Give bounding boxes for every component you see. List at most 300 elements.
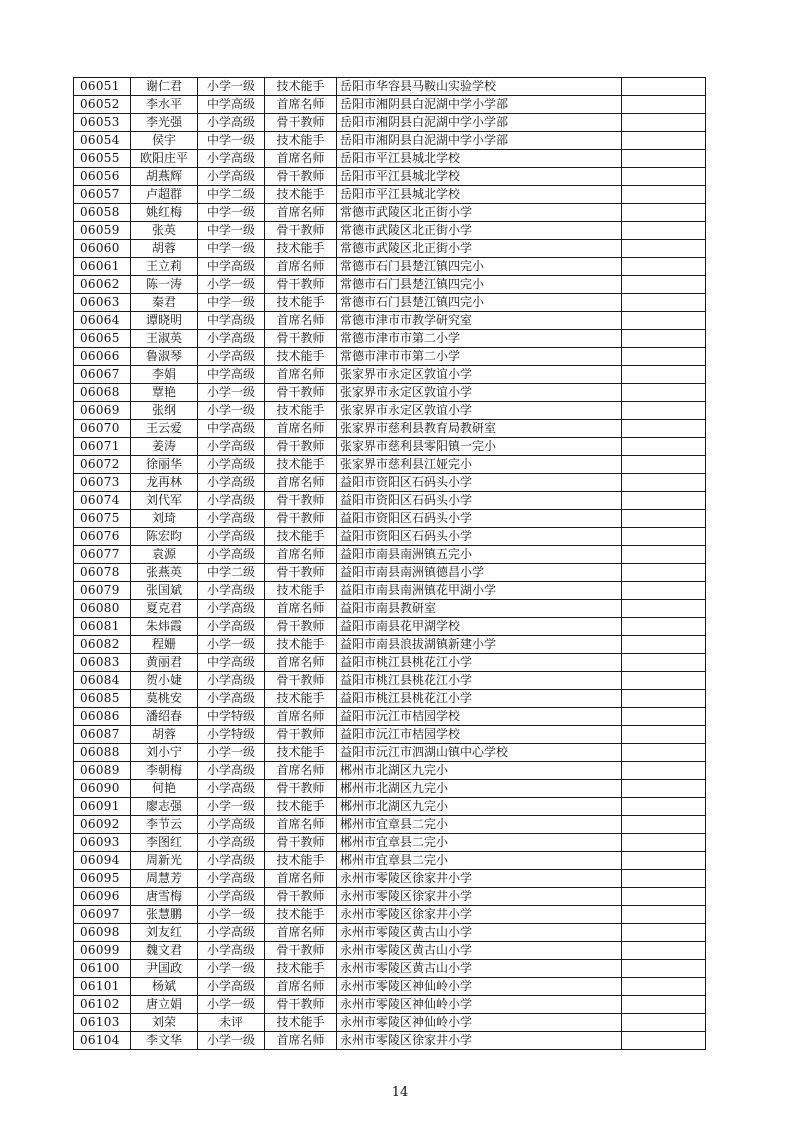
table-row bbox=[74, 888, 706, 906]
cell-school: 张家界市慈利县零阳镇一完小 bbox=[337, 438, 622, 456]
cell-id: 06062 bbox=[74, 276, 131, 294]
cell-title: 小学高级 bbox=[198, 150, 265, 168]
cell-school: 永州市零陵区黄古山小学 bbox=[337, 924, 622, 942]
cell-title: 中学特级 bbox=[198, 708, 265, 726]
cell-name: 胡燕辉 bbox=[131, 168, 198, 186]
cell-name: 廖志强 bbox=[131, 798, 198, 816]
cell-id: 06053 bbox=[74, 114, 131, 132]
cell-id: 06056 bbox=[74, 168, 131, 186]
cell-school: 郴州市宜章县二完小 bbox=[337, 834, 622, 852]
cell-school: 永州市零陵区神仙岭小学 bbox=[337, 978, 622, 996]
cell-title: 小学高级 bbox=[198, 618, 265, 636]
cell-title: 小学高级 bbox=[198, 924, 265, 942]
cell-note bbox=[622, 150, 706, 168]
cell-name: 李水平 bbox=[131, 96, 198, 114]
cell-name: 刘荣 bbox=[131, 1014, 198, 1032]
cell-name: 贺小婕 bbox=[131, 672, 198, 690]
table-row bbox=[74, 222, 706, 240]
cell-category: 骨干教师 bbox=[265, 942, 337, 960]
cell-name: 龙再林 bbox=[131, 474, 198, 492]
table-row bbox=[74, 312, 706, 330]
cell-school: 益阳市沅江市泗湖山镇中心学校 bbox=[337, 744, 622, 762]
cell-school: 岳阳市平江县城北学校 bbox=[337, 150, 622, 168]
cell-note bbox=[622, 528, 706, 546]
cell-title: 中学一级 bbox=[198, 240, 265, 258]
roster-table-body bbox=[74, 78, 706, 1050]
cell-school: 郴州市北湖区九完小 bbox=[337, 798, 622, 816]
cell-school: 益阳市资阳区石码头小学 bbox=[337, 510, 622, 528]
cell-category: 首席名师 bbox=[265, 96, 337, 114]
cell-name: 魏文君 bbox=[131, 942, 198, 960]
cell-title: 小学高级 bbox=[198, 456, 265, 474]
table-row bbox=[74, 600, 706, 618]
cell-id: 06086 bbox=[74, 708, 131, 726]
cell-category: 首席名师 bbox=[265, 474, 337, 492]
cell-note bbox=[622, 1032, 706, 1050]
cell-id: 06081 bbox=[74, 618, 131, 636]
cell-id: 06096 bbox=[74, 888, 131, 906]
table-row bbox=[74, 744, 706, 762]
cell-id: 06078 bbox=[74, 564, 131, 582]
table-row bbox=[74, 1032, 706, 1050]
cell-category: 骨干教师 bbox=[265, 888, 337, 906]
cell-school: 益阳市资阳区石码头小学 bbox=[337, 528, 622, 546]
cell-id: 06089 bbox=[74, 762, 131, 780]
cell-name: 刘小宁 bbox=[131, 744, 198, 762]
cell-id: 06063 bbox=[74, 294, 131, 312]
table-row bbox=[74, 618, 706, 636]
cell-title: 小学高级 bbox=[198, 168, 265, 186]
cell-id: 06072 bbox=[74, 456, 131, 474]
cell-school: 常德市津市市教学研究室 bbox=[337, 312, 622, 330]
cell-id: 06077 bbox=[74, 546, 131, 564]
table-row bbox=[74, 168, 706, 186]
cell-school: 永州市零陵区徐家井小学 bbox=[337, 888, 622, 906]
cell-school: 益阳市资阳区石码头小学 bbox=[337, 474, 622, 492]
cell-title: 小学高级 bbox=[198, 330, 265, 348]
cell-id: 06054 bbox=[74, 132, 131, 150]
cell-title: 小学一级 bbox=[198, 960, 265, 978]
cell-school: 常德市武陵区北正街小学 bbox=[337, 240, 622, 258]
table-row bbox=[74, 258, 706, 276]
cell-id: 06071 bbox=[74, 438, 131, 456]
cell-category: 技术能手 bbox=[265, 960, 337, 978]
cell-name: 卢超群 bbox=[131, 186, 198, 204]
cell-category: 技术能手 bbox=[265, 1014, 337, 1032]
cell-title: 小学高级 bbox=[198, 510, 265, 528]
cell-note bbox=[622, 438, 706, 456]
cell-id: 06076 bbox=[74, 528, 131, 546]
cell-category: 首席名师 bbox=[265, 312, 337, 330]
cell-note bbox=[622, 366, 706, 384]
table-row bbox=[74, 420, 706, 438]
cell-name: 秦君 bbox=[131, 294, 198, 312]
cell-id: 06085 bbox=[74, 690, 131, 708]
cell-note bbox=[622, 636, 706, 654]
cell-category: 首席名师 bbox=[265, 1032, 337, 1050]
cell-name: 张慧鹏 bbox=[131, 906, 198, 924]
cell-title: 中学高级 bbox=[198, 312, 265, 330]
cell-category: 技术能手 bbox=[265, 582, 337, 600]
cell-category: 首席名师 bbox=[265, 150, 337, 168]
cell-school: 郴州市宜章县二完小 bbox=[337, 852, 622, 870]
cell-id: 06102 bbox=[74, 996, 131, 1014]
cell-id: 06088 bbox=[74, 744, 131, 762]
table-row bbox=[74, 96, 706, 114]
cell-category: 首席名师 bbox=[265, 258, 337, 276]
cell-school: 常德市石门县楚江镇四完小 bbox=[337, 276, 622, 294]
table-row bbox=[74, 582, 706, 600]
cell-school: 岳阳市湘阴县白泥湖中学小学部 bbox=[337, 96, 622, 114]
cell-category: 骨干教师 bbox=[265, 672, 337, 690]
cell-id: 06095 bbox=[74, 870, 131, 888]
cell-category: 技术能手 bbox=[265, 240, 337, 258]
cell-title: 小学高级 bbox=[198, 780, 265, 798]
table-row bbox=[74, 636, 706, 654]
cell-note bbox=[622, 546, 706, 564]
cell-note bbox=[622, 726, 706, 744]
cell-category: 首席名师 bbox=[265, 600, 337, 618]
cell-name: 陈宏昀 bbox=[131, 528, 198, 546]
cell-name: 程姗 bbox=[131, 636, 198, 654]
cell-name: 杨斌 bbox=[131, 978, 198, 996]
roster-table bbox=[73, 77, 706, 1050]
table-row bbox=[74, 834, 706, 852]
cell-school: 益阳市桃江县桃花江小学 bbox=[337, 690, 622, 708]
cell-school: 岳阳市华容县马鞍山实验学校 bbox=[337, 78, 622, 96]
cell-school: 永州市零陵区神仙岭小学 bbox=[337, 996, 622, 1014]
table-row bbox=[74, 546, 706, 564]
cell-category: 首席名师 bbox=[265, 816, 337, 834]
cell-note bbox=[622, 780, 706, 798]
cell-category: 骨干教师 bbox=[265, 510, 337, 528]
cell-title: 小学高级 bbox=[198, 492, 265, 510]
cell-title: 小学特级 bbox=[198, 726, 265, 744]
cell-school: 益阳市南县浪拔湖镇新建小学 bbox=[337, 636, 622, 654]
cell-category: 首席名师 bbox=[265, 870, 337, 888]
cell-title: 小学高级 bbox=[198, 528, 265, 546]
cell-note bbox=[622, 420, 706, 438]
cell-name: 李光强 bbox=[131, 114, 198, 132]
cell-school: 常德市津市市第二小学 bbox=[337, 330, 622, 348]
cell-title: 小学一级 bbox=[198, 1032, 265, 1050]
table-row bbox=[74, 510, 706, 528]
cell-name: 李朝梅 bbox=[131, 762, 198, 780]
cell-name: 姚红梅 bbox=[131, 204, 198, 222]
cell-id: 06101 bbox=[74, 978, 131, 996]
cell-id: 06061 bbox=[74, 258, 131, 276]
table-row bbox=[74, 204, 706, 222]
table-row bbox=[74, 528, 706, 546]
cell-note bbox=[622, 834, 706, 852]
cell-id: 06093 bbox=[74, 834, 131, 852]
cell-name: 唐立娟 bbox=[131, 996, 198, 1014]
cell-id: 06070 bbox=[74, 420, 131, 438]
cell-note bbox=[622, 258, 706, 276]
cell-category: 技术能手 bbox=[265, 132, 337, 150]
cell-name: 张燕英 bbox=[131, 564, 198, 582]
cell-note bbox=[622, 168, 706, 186]
cell-note bbox=[622, 852, 706, 870]
cell-name: 陈一涛 bbox=[131, 276, 198, 294]
cell-note bbox=[622, 906, 706, 924]
cell-title: 小学一级 bbox=[198, 906, 265, 924]
cell-school: 益阳市南县南洲镇德昌小学 bbox=[337, 564, 622, 582]
cell-name: 张纲 bbox=[131, 402, 198, 420]
cell-school: 益阳市桃江县桃花江小学 bbox=[337, 672, 622, 690]
cell-id: 06073 bbox=[74, 474, 131, 492]
cell-school: 常德市津市市第二小学 bbox=[337, 348, 622, 366]
cell-name: 鲁淑琴 bbox=[131, 348, 198, 366]
cell-id: 06082 bbox=[74, 636, 131, 654]
cell-id: 06058 bbox=[74, 204, 131, 222]
cell-category: 骨干教师 bbox=[265, 834, 337, 852]
cell-category: 首席名师 bbox=[265, 924, 337, 942]
cell-school: 永州市零陵区徐家井小学 bbox=[337, 1032, 622, 1050]
cell-name: 张国斌 bbox=[131, 582, 198, 600]
cell-title: 小学高级 bbox=[198, 870, 265, 888]
cell-note bbox=[622, 510, 706, 528]
cell-name: 莫桃安 bbox=[131, 690, 198, 708]
cell-category: 技术能手 bbox=[265, 456, 337, 474]
table-row bbox=[74, 924, 706, 942]
cell-id: 06097 bbox=[74, 906, 131, 924]
cell-title: 小学一级 bbox=[198, 996, 265, 1014]
cell-title: 小学高级 bbox=[198, 762, 265, 780]
cell-title: 小学高级 bbox=[198, 600, 265, 618]
cell-note bbox=[622, 348, 706, 366]
cell-title: 小学高级 bbox=[198, 942, 265, 960]
cell-note bbox=[622, 402, 706, 420]
table-row bbox=[74, 294, 706, 312]
cell-category: 首席名师 bbox=[265, 420, 337, 438]
cell-name: 刘琦 bbox=[131, 510, 198, 528]
cell-category: 骨干教师 bbox=[265, 330, 337, 348]
table-row bbox=[74, 708, 706, 726]
cell-category: 骨干教师 bbox=[265, 618, 337, 636]
cell-name: 徐丽华 bbox=[131, 456, 198, 474]
table-row bbox=[74, 402, 706, 420]
table-row bbox=[74, 780, 706, 798]
table-row bbox=[74, 240, 706, 258]
cell-id: 06069 bbox=[74, 402, 131, 420]
cell-category: 技术能手 bbox=[265, 186, 337, 204]
cell-school: 岳阳市湘阴县白泥湖中学小学部 bbox=[337, 132, 622, 150]
cell-category: 首席名师 bbox=[265, 762, 337, 780]
cell-id: 06065 bbox=[74, 330, 131, 348]
cell-name: 李文华 bbox=[131, 1032, 198, 1050]
cell-category: 骨干教师 bbox=[265, 384, 337, 402]
table-row bbox=[74, 492, 706, 510]
cell-title: 小学高级 bbox=[198, 978, 265, 996]
table-row bbox=[74, 474, 706, 492]
cell-category: 骨干教师 bbox=[265, 780, 337, 798]
cell-name: 王立莉 bbox=[131, 258, 198, 276]
cell-title: 中学一级 bbox=[198, 222, 265, 240]
cell-title: 小学高级 bbox=[198, 834, 265, 852]
cell-note bbox=[622, 618, 706, 636]
table-row bbox=[74, 726, 706, 744]
table-row bbox=[74, 330, 706, 348]
cell-title: 中学二级 bbox=[198, 564, 265, 582]
cell-title: 中学高级 bbox=[198, 366, 265, 384]
table-row bbox=[74, 978, 706, 996]
cell-school: 永州市零陵区徐家井小学 bbox=[337, 906, 622, 924]
cell-title: 中学高级 bbox=[198, 258, 265, 276]
cell-name: 王云爱 bbox=[131, 420, 198, 438]
cell-title: 小学高级 bbox=[198, 438, 265, 456]
cell-id: 06068 bbox=[74, 384, 131, 402]
cell-name: 姜涛 bbox=[131, 438, 198, 456]
table-row bbox=[74, 672, 706, 690]
cell-title: 中学一级 bbox=[198, 294, 265, 312]
cell-school: 永州市零陵区黄古山小学 bbox=[337, 942, 622, 960]
cell-title: 小学高级 bbox=[198, 852, 265, 870]
cell-category: 骨干教师 bbox=[265, 222, 337, 240]
cell-title: 中学一级 bbox=[198, 132, 265, 150]
table-row bbox=[74, 384, 706, 402]
cell-note bbox=[622, 888, 706, 906]
cell-category: 技术能手 bbox=[265, 906, 337, 924]
cell-school: 永州市零陵区黄古山小学 bbox=[337, 960, 622, 978]
cell-category: 骨干教师 bbox=[265, 168, 337, 186]
cell-school: 岳阳市平江县城北学校 bbox=[337, 186, 622, 204]
cell-name: 刘友红 bbox=[131, 924, 198, 942]
cell-category: 骨干教师 bbox=[265, 564, 337, 582]
cell-name: 唐雪梅 bbox=[131, 888, 198, 906]
cell-note bbox=[622, 456, 706, 474]
cell-title: 小学高级 bbox=[198, 888, 265, 906]
cell-title: 小学一级 bbox=[198, 384, 265, 402]
cell-id: 06099 bbox=[74, 942, 131, 960]
cell-title: 小学高级 bbox=[198, 816, 265, 834]
cell-id: 06059 bbox=[74, 222, 131, 240]
cell-id: 06079 bbox=[74, 582, 131, 600]
cell-school: 益阳市南县南洲镇花甲湖小学 bbox=[337, 582, 622, 600]
cell-school: 益阳市沅江市桔园学校 bbox=[337, 708, 622, 726]
cell-school: 益阳市南县花甲湖学校 bbox=[337, 618, 622, 636]
table-row bbox=[74, 654, 706, 672]
cell-note bbox=[622, 222, 706, 240]
cell-school: 益阳市资阳区石码头小学 bbox=[337, 492, 622, 510]
cell-category: 技术能手 bbox=[265, 402, 337, 420]
cell-category: 技术能手 bbox=[265, 744, 337, 762]
cell-name: 谭晓明 bbox=[131, 312, 198, 330]
cell-id: 06090 bbox=[74, 780, 131, 798]
cell-school: 永州市零陵区徐家井小学 bbox=[337, 870, 622, 888]
cell-note bbox=[622, 1014, 706, 1032]
cell-note bbox=[622, 384, 706, 402]
cell-school: 郴州市北湖区九完小 bbox=[337, 762, 622, 780]
cell-id: 06075 bbox=[74, 510, 131, 528]
cell-school: 益阳市南县教研室 bbox=[337, 600, 622, 618]
table-row bbox=[74, 132, 706, 150]
cell-title: 中学高级 bbox=[198, 654, 265, 672]
cell-category: 技术能手 bbox=[265, 690, 337, 708]
cell-id: 06103 bbox=[74, 1014, 131, 1032]
cell-school: 益阳市沅江市桔园学校 bbox=[337, 726, 622, 744]
table-row bbox=[74, 186, 706, 204]
cell-id: 06098 bbox=[74, 924, 131, 942]
cell-school: 常德市武陵区北正街小学 bbox=[337, 222, 622, 240]
cell-note bbox=[622, 276, 706, 294]
cell-category: 骨干教师 bbox=[265, 438, 337, 456]
cell-note bbox=[622, 690, 706, 708]
cell-note bbox=[622, 762, 706, 780]
cell-id: 06051 bbox=[74, 78, 131, 96]
cell-title: 中学高级 bbox=[198, 420, 265, 438]
cell-id: 06055 bbox=[74, 150, 131, 168]
cell-category: 骨干教师 bbox=[265, 996, 337, 1014]
cell-title: 小学高级 bbox=[198, 582, 265, 600]
cell-note bbox=[622, 96, 706, 114]
cell-category: 技术能手 bbox=[265, 852, 337, 870]
table-row bbox=[74, 762, 706, 780]
cell-name: 朱炜霞 bbox=[131, 618, 198, 636]
cell-name: 胡蓉 bbox=[131, 726, 198, 744]
cell-category: 技术能手 bbox=[265, 78, 337, 96]
cell-note bbox=[622, 960, 706, 978]
cell-name: 何艳 bbox=[131, 780, 198, 798]
cell-category: 首席名师 bbox=[265, 708, 337, 726]
table-row bbox=[74, 690, 706, 708]
cell-title: 小学高级 bbox=[198, 114, 265, 132]
cell-note bbox=[622, 798, 706, 816]
table-row bbox=[74, 1014, 706, 1032]
cell-name: 李图红 bbox=[131, 834, 198, 852]
cell-id: 06060 bbox=[74, 240, 131, 258]
cell-id: 06080 bbox=[74, 600, 131, 618]
table-row bbox=[74, 276, 706, 294]
cell-name: 覃艳 bbox=[131, 384, 198, 402]
cell-note bbox=[622, 870, 706, 888]
cell-title: 小学一级 bbox=[198, 78, 265, 96]
cell-name: 李娟 bbox=[131, 366, 198, 384]
cell-title: 小学高级 bbox=[198, 672, 265, 690]
cell-note bbox=[622, 996, 706, 1014]
cell-note bbox=[622, 600, 706, 618]
cell-category: 技术能手 bbox=[265, 528, 337, 546]
cell-id: 06094 bbox=[74, 852, 131, 870]
table-row bbox=[74, 456, 706, 474]
cell-school: 郴州市宜章县二完小 bbox=[337, 816, 622, 834]
cell-title: 中学一级 bbox=[198, 204, 265, 222]
cell-school: 永州市零陵区神仙岭小学 bbox=[337, 1014, 622, 1032]
cell-name: 李节云 bbox=[131, 816, 198, 834]
cell-title: 未评 bbox=[198, 1014, 265, 1032]
cell-note bbox=[622, 672, 706, 690]
page-number: 14 bbox=[391, 1085, 409, 1100]
table-row bbox=[74, 366, 706, 384]
cell-name: 张英 bbox=[131, 222, 198, 240]
cell-id: 06087 bbox=[74, 726, 131, 744]
cell-note bbox=[622, 708, 706, 726]
cell-name: 欧阳庄平 bbox=[131, 150, 198, 168]
cell-category: 首席名师 bbox=[265, 204, 337, 222]
cell-name: 周新光 bbox=[131, 852, 198, 870]
table-row bbox=[74, 870, 706, 888]
table-row bbox=[74, 906, 706, 924]
cell-note bbox=[622, 204, 706, 222]
cell-note bbox=[622, 978, 706, 996]
table-row bbox=[74, 798, 706, 816]
cell-title: 小学高级 bbox=[198, 546, 265, 564]
cell-name: 刘代军 bbox=[131, 492, 198, 510]
cell-note bbox=[622, 312, 706, 330]
cell-id: 06092 bbox=[74, 816, 131, 834]
cell-school: 岳阳市湘阴县白泥湖中学小学部 bbox=[337, 114, 622, 132]
cell-note bbox=[622, 942, 706, 960]
